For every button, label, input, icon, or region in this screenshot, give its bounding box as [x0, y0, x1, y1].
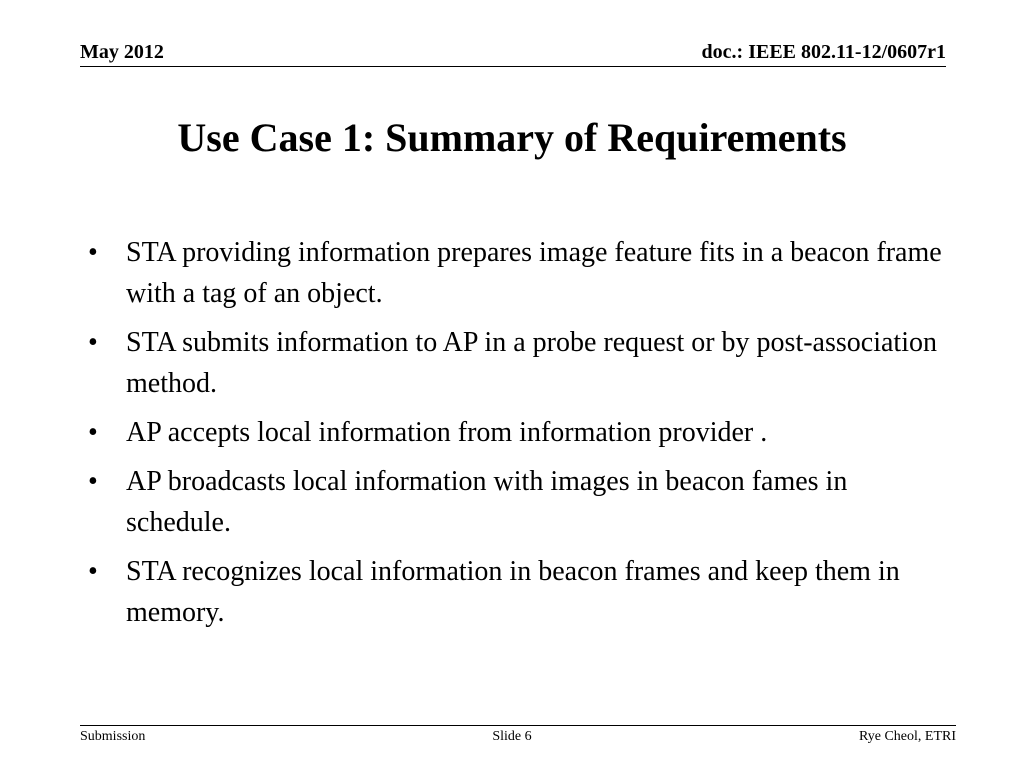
bullet-item: [84, 322, 954, 404]
bullet-list: [84, 232, 954, 641]
bullet-text: STA providing information prepares image feature fits in a beacon frame with a tag of an object.: [126, 237, 942, 309]
bullet-item: [84, 551, 954, 633]
bullet-text: AP accepts local information from information provider .: [126, 417, 768, 448]
header-divider: [80, 66, 946, 67]
bullet-dot-icon: •: [88, 417, 98, 448]
header-doc-id: doc.: IEEE 802.11-12/0607r1: [701, 41, 946, 63]
footer-divider: [80, 725, 956, 726]
bullet-item: [84, 461, 954, 543]
slide-title: Use Case 1: Summary of Requirements: [177, 115, 847, 160]
bullet-text: AP broadcasts local information with images in beacon fames in schedule.: [126, 466, 848, 538]
footer-slide-number: Slide 6: [492, 729, 532, 744]
bullet-dot-icon: •: [88, 556, 98, 587]
bullet-item: [84, 232, 954, 314]
footer-author: Rye Cheol, ETRI: [858, 729, 956, 744]
bullet-dot-icon: •: [88, 237, 98, 268]
bullet-dot-icon: •: [88, 327, 98, 358]
footer-submission: Submission: [80, 729, 146, 744]
bullet-text: STA submits information to AP in a probe request or by post-association method.: [126, 327, 937, 399]
bullet-text: STA recognizes local information in beacon frames and keep them in memory.: [126, 556, 900, 628]
header-date: May 2012: [80, 41, 164, 63]
bullet-item: [84, 412, 954, 453]
bullet-dot-icon: •: [88, 466, 98, 497]
